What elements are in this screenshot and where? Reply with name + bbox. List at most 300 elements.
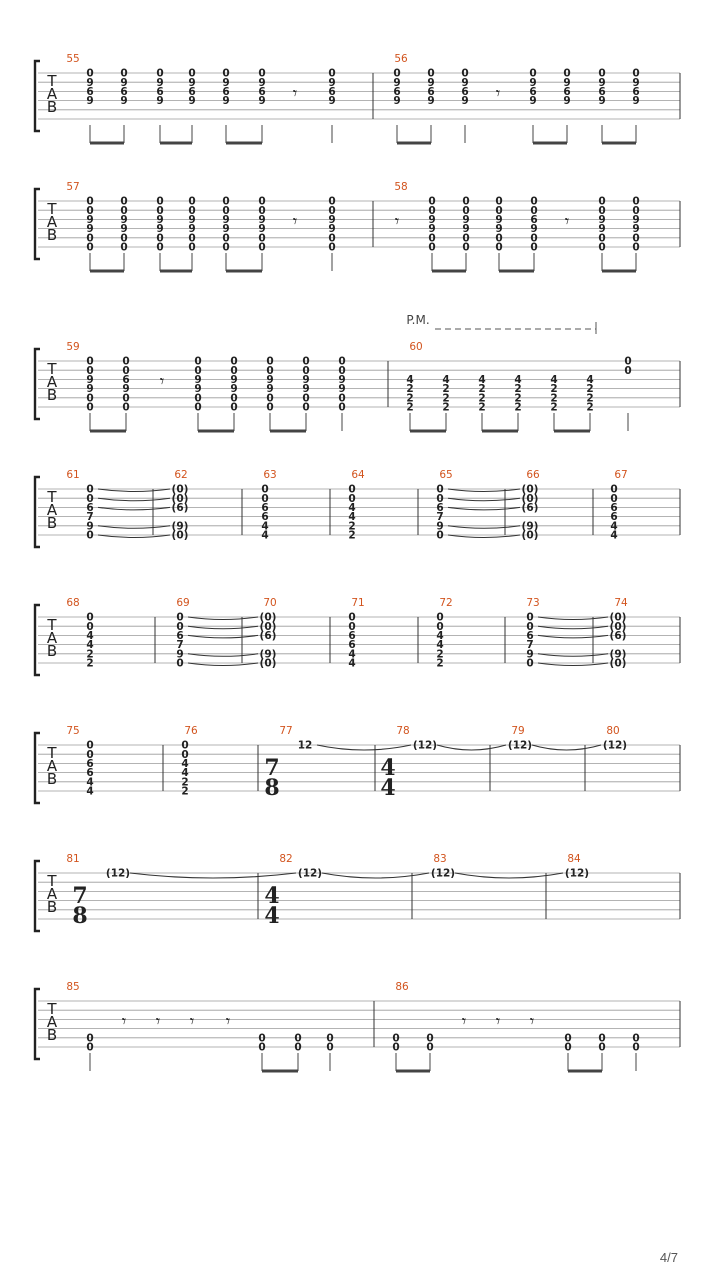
fret-number: 0 <box>86 529 94 542</box>
measure-number: 64 <box>351 469 365 481</box>
fret-number: 0 <box>261 483 269 496</box>
fret-number: 9 <box>302 383 310 396</box>
fret-number: 0 <box>156 204 164 217</box>
fret-number: 0 <box>156 241 164 254</box>
tab-letter: B <box>46 226 58 244</box>
fret-number: 6 <box>598 86 606 98</box>
fret-number: 0 <box>258 241 266 254</box>
fret-number: 6 <box>261 511 269 524</box>
fret-number: 2 <box>478 392 486 405</box>
tab-letter: T <box>47 744 57 762</box>
fret-number: 0 <box>462 195 470 208</box>
fret-number: 9 <box>86 76 94 89</box>
fret-number: 0 <box>266 401 274 414</box>
fret-number: (0) <box>521 529 539 542</box>
fret-number: 0 <box>632 1041 640 1054</box>
fret-number: 0 <box>188 241 196 254</box>
fret-number: 0 <box>302 355 310 368</box>
fret-number: 9 <box>86 223 94 236</box>
fret-number: 0 <box>436 483 444 496</box>
tie <box>437 745 506 750</box>
fret-number: 0 <box>122 401 130 414</box>
fret-number: 0 <box>530 241 538 254</box>
fret-number: 0 <box>86 1041 94 1054</box>
fret-number: 9 <box>222 223 230 236</box>
fret-number: 6 <box>122 374 130 386</box>
fret-number: 0 <box>426 1032 434 1045</box>
fret-number: 0 <box>526 657 534 670</box>
fret-number: 0 <box>530 204 538 217</box>
fret-number: 0 <box>86 232 94 245</box>
measure-number: 67 <box>614 469 628 481</box>
measure-number: 78 <box>396 725 410 737</box>
fret-number: 9 <box>462 214 470 226</box>
measure-number: 61 <box>66 469 80 481</box>
fret-number: (0) <box>171 529 189 542</box>
measure-number: 60 <box>409 341 423 353</box>
fret-number: 0 <box>610 492 618 505</box>
fret-number: 2 <box>550 401 558 414</box>
fret-number: 0 <box>86 195 94 208</box>
eighth-rest: 𝄾 <box>529 1012 535 1032</box>
fret-number: 9 <box>427 76 435 89</box>
palm-mute-label: P.M. <box>406 313 430 327</box>
fret-number: 9 <box>632 214 640 226</box>
fret-number: 0 <box>230 364 238 377</box>
fret-number: 0 <box>86 67 94 80</box>
fret-number: 0 <box>598 241 606 254</box>
fret-number: 0 <box>462 204 470 217</box>
system-bracket <box>35 189 40 259</box>
measure-number: 57 <box>66 181 80 193</box>
fret-number: 0 <box>188 195 196 208</box>
fret-number: 9 <box>188 95 196 108</box>
fret-number: 6 <box>328 86 336 98</box>
fret-number: 9 <box>230 374 238 386</box>
fret-number: 9 <box>526 648 534 661</box>
measure-number: 83 <box>433 853 447 865</box>
tab-letter: T <box>47 72 57 90</box>
fret-number: 0 <box>495 204 503 217</box>
eighth-rest: 𝄾 <box>159 372 165 392</box>
fret-number: 4 <box>406 374 414 386</box>
fret-number: 0 <box>122 392 130 405</box>
fret-number: 0 <box>86 204 94 217</box>
measure-number: 69 <box>176 597 190 609</box>
fret-number: 0 <box>258 1041 266 1054</box>
system-bracket <box>35 349 40 419</box>
system-bracket <box>35 477 40 547</box>
fret-number: 9 <box>222 214 230 226</box>
fret-number: 9 <box>338 374 346 386</box>
fret-number: 6 <box>86 86 94 98</box>
time-signature <box>264 755 279 801</box>
system-bracket <box>35 61 40 131</box>
fret-number: 4 <box>86 630 94 642</box>
fret-number: 6 <box>86 502 94 514</box>
fret-number: 0 <box>610 483 618 496</box>
measure-number: 85 <box>66 981 80 993</box>
fret-number: 9 <box>120 95 128 108</box>
fret-number: 4 <box>436 639 444 652</box>
fret-number: 6 <box>563 86 571 98</box>
fret-number: 0 <box>428 195 436 208</box>
fret-number: 9 <box>156 214 164 226</box>
time-signature <box>380 755 395 801</box>
fret-number: 9 <box>266 374 274 386</box>
fret-number: 9 <box>530 223 538 236</box>
fret-number: 0 <box>328 241 336 254</box>
fret-number: 2 <box>348 520 356 533</box>
fret-number: 0 <box>258 232 266 245</box>
fret-number: 9 <box>188 76 196 89</box>
fret-number: 0 <box>194 392 202 405</box>
fret-number: 9 <box>188 223 196 236</box>
fret-number: 0 <box>258 195 266 208</box>
fret-number: 9 <box>428 214 436 226</box>
tab-letter: B <box>46 98 58 116</box>
fret-number: 0 <box>302 364 310 377</box>
fret-number: 4 <box>348 511 356 524</box>
fret-number: 0 <box>598 67 606 80</box>
fret-number: 9 <box>120 223 128 236</box>
fret-number: 0 <box>392 1032 400 1045</box>
fret-number: 9 <box>461 76 469 89</box>
fret-number: 9 <box>495 214 503 226</box>
fret-number: 4 <box>348 502 356 514</box>
fret-number: 0 <box>338 355 346 368</box>
fret-number: 0 <box>348 620 356 633</box>
fret-number: 9 <box>222 76 230 89</box>
fret-number: 6 <box>530 214 538 226</box>
eighth-rest: 𝄾 <box>495 1012 501 1032</box>
fret-number: (12) <box>602 739 628 752</box>
fret-number: 0 <box>266 392 274 405</box>
fret-number: 0 <box>632 241 640 254</box>
eighth-rest: 𝄾 <box>121 1012 127 1032</box>
fret-number: 2 <box>86 657 94 670</box>
measure-number: 76 <box>184 725 198 737</box>
fret-number: 0 <box>632 204 640 217</box>
time-signature-bottom: 4 <box>264 903 280 929</box>
tab-letter: A <box>46 213 58 231</box>
fret-number: 0 <box>428 241 436 254</box>
fret-number: 0 <box>156 195 164 208</box>
tab-system <box>35 341 680 431</box>
eighth-rest: 𝄾 <box>292 84 298 104</box>
fret-number: 0 <box>181 739 189 752</box>
fret-number: 9 <box>194 374 202 386</box>
fret-number: 9 <box>156 76 164 89</box>
fret-number: 0 <box>326 1041 334 1054</box>
tab-letter: B <box>46 770 58 788</box>
fret-number: 0 <box>598 195 606 208</box>
eighth-rest: 𝄾 <box>225 1012 231 1032</box>
fret-number: 0 <box>258 204 266 217</box>
fret-number: 9 <box>258 223 266 236</box>
fret-number: 0 <box>266 355 274 368</box>
fret-number: 0 <box>86 1032 94 1045</box>
fret-number: (12) <box>507 739 533 752</box>
fret-number: 9 <box>461 95 469 108</box>
fret-number: 0 <box>328 67 336 80</box>
fret-number: 4 <box>86 776 94 789</box>
fret-number: 6 <box>427 86 435 98</box>
fret-number: 4 <box>478 374 486 386</box>
fret-number: 4 <box>348 648 356 661</box>
fret-number: 6 <box>261 502 269 514</box>
fret-number: 0 <box>222 241 230 254</box>
fret-number: 9 <box>328 95 336 108</box>
fret-number: 0 <box>495 241 503 254</box>
fret-number: 0 <box>222 195 230 208</box>
fret-number: 0 <box>86 739 94 752</box>
tab-letter: A <box>46 85 58 103</box>
fret-number: 0 <box>436 529 444 542</box>
measure-number: 82 <box>279 853 293 865</box>
fret-number: 9 <box>598 76 606 89</box>
measure-number: 75 <box>66 725 80 737</box>
fret-number: 6 <box>222 86 230 98</box>
fret-number: (6) <box>171 502 189 514</box>
fret-number: 9 <box>427 95 435 108</box>
fret-number: 0 <box>564 1041 572 1054</box>
fret-number: 0 <box>86 748 94 761</box>
measure-number: 68 <box>66 597 80 609</box>
fret-number: 0 <box>428 204 436 217</box>
time-signature-bottom: 8 <box>72 903 88 929</box>
fret-number: 0 <box>120 232 128 245</box>
eighth-rest: 𝄾 <box>394 212 400 232</box>
measure-number: 72 <box>439 597 453 609</box>
fret-number: 0 <box>176 657 184 670</box>
fret-number: (9) <box>521 520 539 533</box>
time-signature-top: 7 <box>264 755 280 781</box>
fret-number: 4 <box>550 374 558 386</box>
fret-number: 0 <box>222 232 230 245</box>
fret-number: 0 <box>176 611 184 624</box>
tie <box>130 873 296 878</box>
fret-number: 4 <box>586 374 594 386</box>
fret-number: 9 <box>328 76 336 89</box>
tab-letter: T <box>47 616 57 634</box>
fret-number: 0 <box>495 232 503 245</box>
fret-number: 0 <box>526 620 534 633</box>
fret-number: 0 <box>598 1041 606 1054</box>
fret-number: 0 <box>632 1032 640 1045</box>
fret-number: 0 <box>348 492 356 505</box>
fret-number: (6) <box>609 630 627 642</box>
tab-system <box>35 53 680 143</box>
fret-number: (0) <box>609 657 627 670</box>
fret-number: 4 <box>261 520 269 533</box>
fret-number: 6 <box>610 511 618 524</box>
fret-number: 0 <box>302 392 310 405</box>
fret-number: 0 <box>156 67 164 80</box>
fret-number: 0 <box>188 204 196 217</box>
fret-number: 6 <box>526 630 534 642</box>
measure-number: 77 <box>279 725 293 737</box>
fret-number: 2 <box>514 383 522 396</box>
fret-number: 6 <box>348 639 356 652</box>
fret-number: 0 <box>181 748 189 761</box>
fret-number: 0 <box>530 232 538 245</box>
fret-number: 9 <box>194 383 202 396</box>
fret-number: 6 <box>156 86 164 98</box>
fret-number: 0 <box>392 1041 400 1054</box>
tab-letter: B <box>46 898 58 916</box>
fret-number: 9 <box>632 223 640 236</box>
fret-number: 0 <box>230 355 238 368</box>
fret-number: 9 <box>156 95 164 108</box>
fret-number: (0) <box>609 620 627 633</box>
fret-number: 9 <box>632 95 640 108</box>
fret-number: 0 <box>120 241 128 254</box>
fret-number: 9 <box>86 383 94 396</box>
fret-number: 0 <box>122 355 130 368</box>
fret-number: 2 <box>348 529 356 542</box>
fret-number: 9 <box>428 223 436 236</box>
fret-number: 0 <box>338 401 346 414</box>
tie <box>532 745 601 750</box>
fret-number: 2 <box>550 392 558 405</box>
fret-number: 0 <box>122 364 130 377</box>
measure-number: 62 <box>174 469 188 481</box>
fret-number: 0 <box>328 204 336 217</box>
fret-number: 0 <box>188 67 196 80</box>
fret-number: 9 <box>563 76 571 89</box>
fret-number: 0 <box>266 364 274 377</box>
fret-number: 2 <box>181 785 189 798</box>
system-bracket <box>35 989 40 1059</box>
fret-number: 9 <box>529 76 537 89</box>
fret-number: 9 <box>598 95 606 108</box>
fret-number: 0 <box>86 620 94 633</box>
time-signature-top: 7 <box>72 883 88 909</box>
fret-number: 0 <box>526 611 534 624</box>
fret-number: 0 <box>230 401 238 414</box>
tab-letter: A <box>46 885 58 903</box>
fret-number: 9 <box>598 214 606 226</box>
fret-number: 2 <box>478 401 486 414</box>
tie <box>455 873 563 878</box>
fret-number: 9 <box>86 214 94 226</box>
tab-system <box>35 853 680 931</box>
tab-letter: T <box>47 360 57 378</box>
fret-number: 0 <box>624 355 632 368</box>
fret-number: (12) <box>430 867 456 880</box>
time-signature-top: 4 <box>264 883 280 909</box>
fret-number: 9 <box>122 383 130 396</box>
fret-number: 0 <box>120 67 128 80</box>
fret-number: 0 <box>632 195 640 208</box>
fret-number: 2 <box>436 657 444 670</box>
fret-number: 0 <box>632 67 640 80</box>
tab-system <box>35 181 680 271</box>
measure-number: 56 <box>394 53 408 65</box>
fret-number: 6 <box>610 502 618 514</box>
fret-number: 9 <box>436 520 444 533</box>
time-signature-bottom: 8 <box>264 775 280 801</box>
tab-letter: T <box>47 872 57 890</box>
fret-number: 4 <box>181 767 189 780</box>
measure-number: 86 <box>395 981 409 993</box>
fret-number: 4 <box>610 520 618 533</box>
fret-number: (0) <box>521 492 539 505</box>
fret-number: (6) <box>521 502 539 514</box>
fret-number: 4 <box>514 374 522 386</box>
fret-number: 0 <box>427 67 435 80</box>
measure-number: 66 <box>526 469 540 481</box>
tab-letter: T <box>47 488 57 506</box>
fret-number: 6 <box>632 86 640 98</box>
fret-number: 0 <box>328 232 336 245</box>
measure-number: 63 <box>263 469 277 481</box>
fret-number: 0 <box>338 392 346 405</box>
fret-number: 0 <box>230 392 238 405</box>
fret-number: 6 <box>176 630 184 642</box>
fret-number: 9 <box>338 383 346 396</box>
fret-number: 0 <box>563 67 571 80</box>
fret-number: 2 <box>550 383 558 396</box>
measure-number: 55 <box>66 53 80 65</box>
fret-number: 2 <box>406 392 414 405</box>
fret-number: 0 <box>120 204 128 217</box>
fret-number: (0) <box>609 611 627 624</box>
fret-number: 6 <box>258 86 266 98</box>
fret-number: 4 <box>442 374 450 386</box>
fret-number: 0 <box>426 1041 434 1054</box>
fret-number: 7 <box>86 511 94 524</box>
fret-number: 9 <box>188 214 196 226</box>
fret-number: 0 <box>428 232 436 245</box>
fret-number: 4 <box>610 529 618 542</box>
fret-number: 0 <box>188 232 196 245</box>
tie <box>317 745 411 750</box>
fret-number: (0) <box>259 657 277 670</box>
fret-number: (12) <box>105 867 131 880</box>
fret-number: 0 <box>436 492 444 505</box>
fret-number: 9 <box>86 95 94 108</box>
fret-number: 9 <box>462 223 470 236</box>
fret-number: 0 <box>529 67 537 80</box>
fret-number: 0 <box>156 232 164 245</box>
fret-number: 4 <box>86 639 94 652</box>
fret-number: 2 <box>86 648 94 661</box>
fret-number: 0 <box>86 401 94 414</box>
fret-number: 0 <box>258 1032 266 1045</box>
measure-number: 80 <box>606 725 620 737</box>
fret-number: 0 <box>328 195 336 208</box>
fret-number: 0 <box>495 195 503 208</box>
tab-letter: A <box>46 373 58 391</box>
fret-number: (0) <box>259 611 277 624</box>
fret-number: 0 <box>86 483 94 496</box>
fret-number: 2 <box>406 401 414 414</box>
fret-number: 6 <box>188 86 196 98</box>
fret-number: 6 <box>120 86 128 98</box>
measure-number: 58 <box>394 181 408 193</box>
fret-number: 0 <box>348 611 356 624</box>
fret-number: 0 <box>598 1032 606 1045</box>
eighth-rest: 𝄾 <box>461 1012 467 1032</box>
tie <box>322 873 429 878</box>
fret-number: 0 <box>294 1041 302 1054</box>
fret-number: 0 <box>461 67 469 80</box>
fret-number: (12) <box>412 739 438 752</box>
measure-number: 79 <box>511 725 525 737</box>
tab-letter: B <box>46 514 58 532</box>
